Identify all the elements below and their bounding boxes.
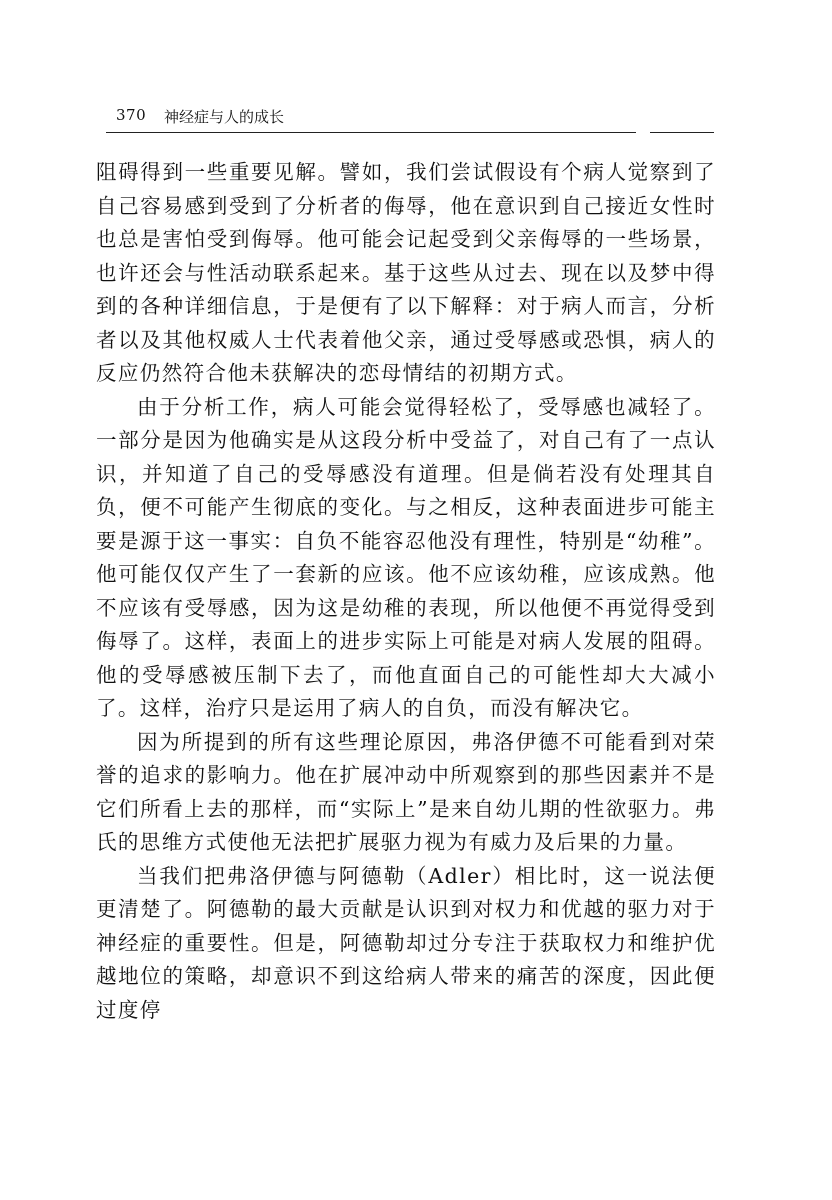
running-title: 神经症与人的成长 bbox=[164, 108, 285, 126]
page-number: 370 bbox=[116, 106, 147, 124]
paragraph-1: 阻碍得到一些重要见解。譬如，我们尝试假设有个病人觉察到了自己容易感到受到了分析者的侮辱，他在意识到自己接近女性时也总是害怕受到侮辱。他可能会记起受到父亲侮辱的一些场景，也许还会与性活动联系起来。基于这些从过去、现在以及梦中得到的各种详细信息，于是便有了以下解释：对于病人而言，分析者以及其他权威人士代表着他父亲，通过受辱感或恐惧，病人的反应仍然符合他未获解决的恋母情结的初期方式。 bbox=[96, 160, 716, 385]
paragraph-2: 由于分析工作，病人可能会觉得轻松了，受辱感也减轻了。一部分是因为他确实是从这段分析中受益了，对自己有了一点认识，并知道了自己的受辱感没有道理。但是倘若没有处理其自负，便不可能产生彻底的变化。与之相反，这种表面进步可能主要是源于这一事实：自负不能容忍他没有理性，特别是“幼稚”。他可能仅仅产生了一套新的应该。他不应该幼稚，应该成熟。他不应该有受辱感，因为这是幼稚的表现，所以他便不再觉得受到侮辱了。这样，表面上的进步实际上可能是对病人发展的阻碍。他的受辱感被压制下去了，而他直面自己的可能性却大大减小了。这样，治疗只是运用了病人的自负，而没有解决它。 bbox=[96, 394, 716, 720]
header-rule bbox=[106, 132, 714, 133]
paragraph-3: 因为所提到的所有这些理论原因，弗洛伊德不可能看到对荣誉的追求的影响力。他在扩展冲动中所观察到的那些因素并不是它们所看上去的那样，而“实际上”是来自幼儿期的性欲驱力。弗氏的思维方式使他无法把扩展驱力视为有威力及后果的力量。 bbox=[96, 729, 716, 854]
page-header bbox=[106, 100, 714, 140]
paragraph-4: 当我们把弗洛伊德与阿德勒（Adler）相比时，这一说法便更清楚了。阿德勒的最大贡献是认识到对权力和优越的驱力对于神经症的重要性。但是，阿德勒却过分专注于获取权力和维护优越地位的策略，却意识不到这给病人带来的痛苦的深度，因此便过度停 bbox=[96, 863, 716, 1022]
body-text bbox=[96, 156, 716, 1027]
